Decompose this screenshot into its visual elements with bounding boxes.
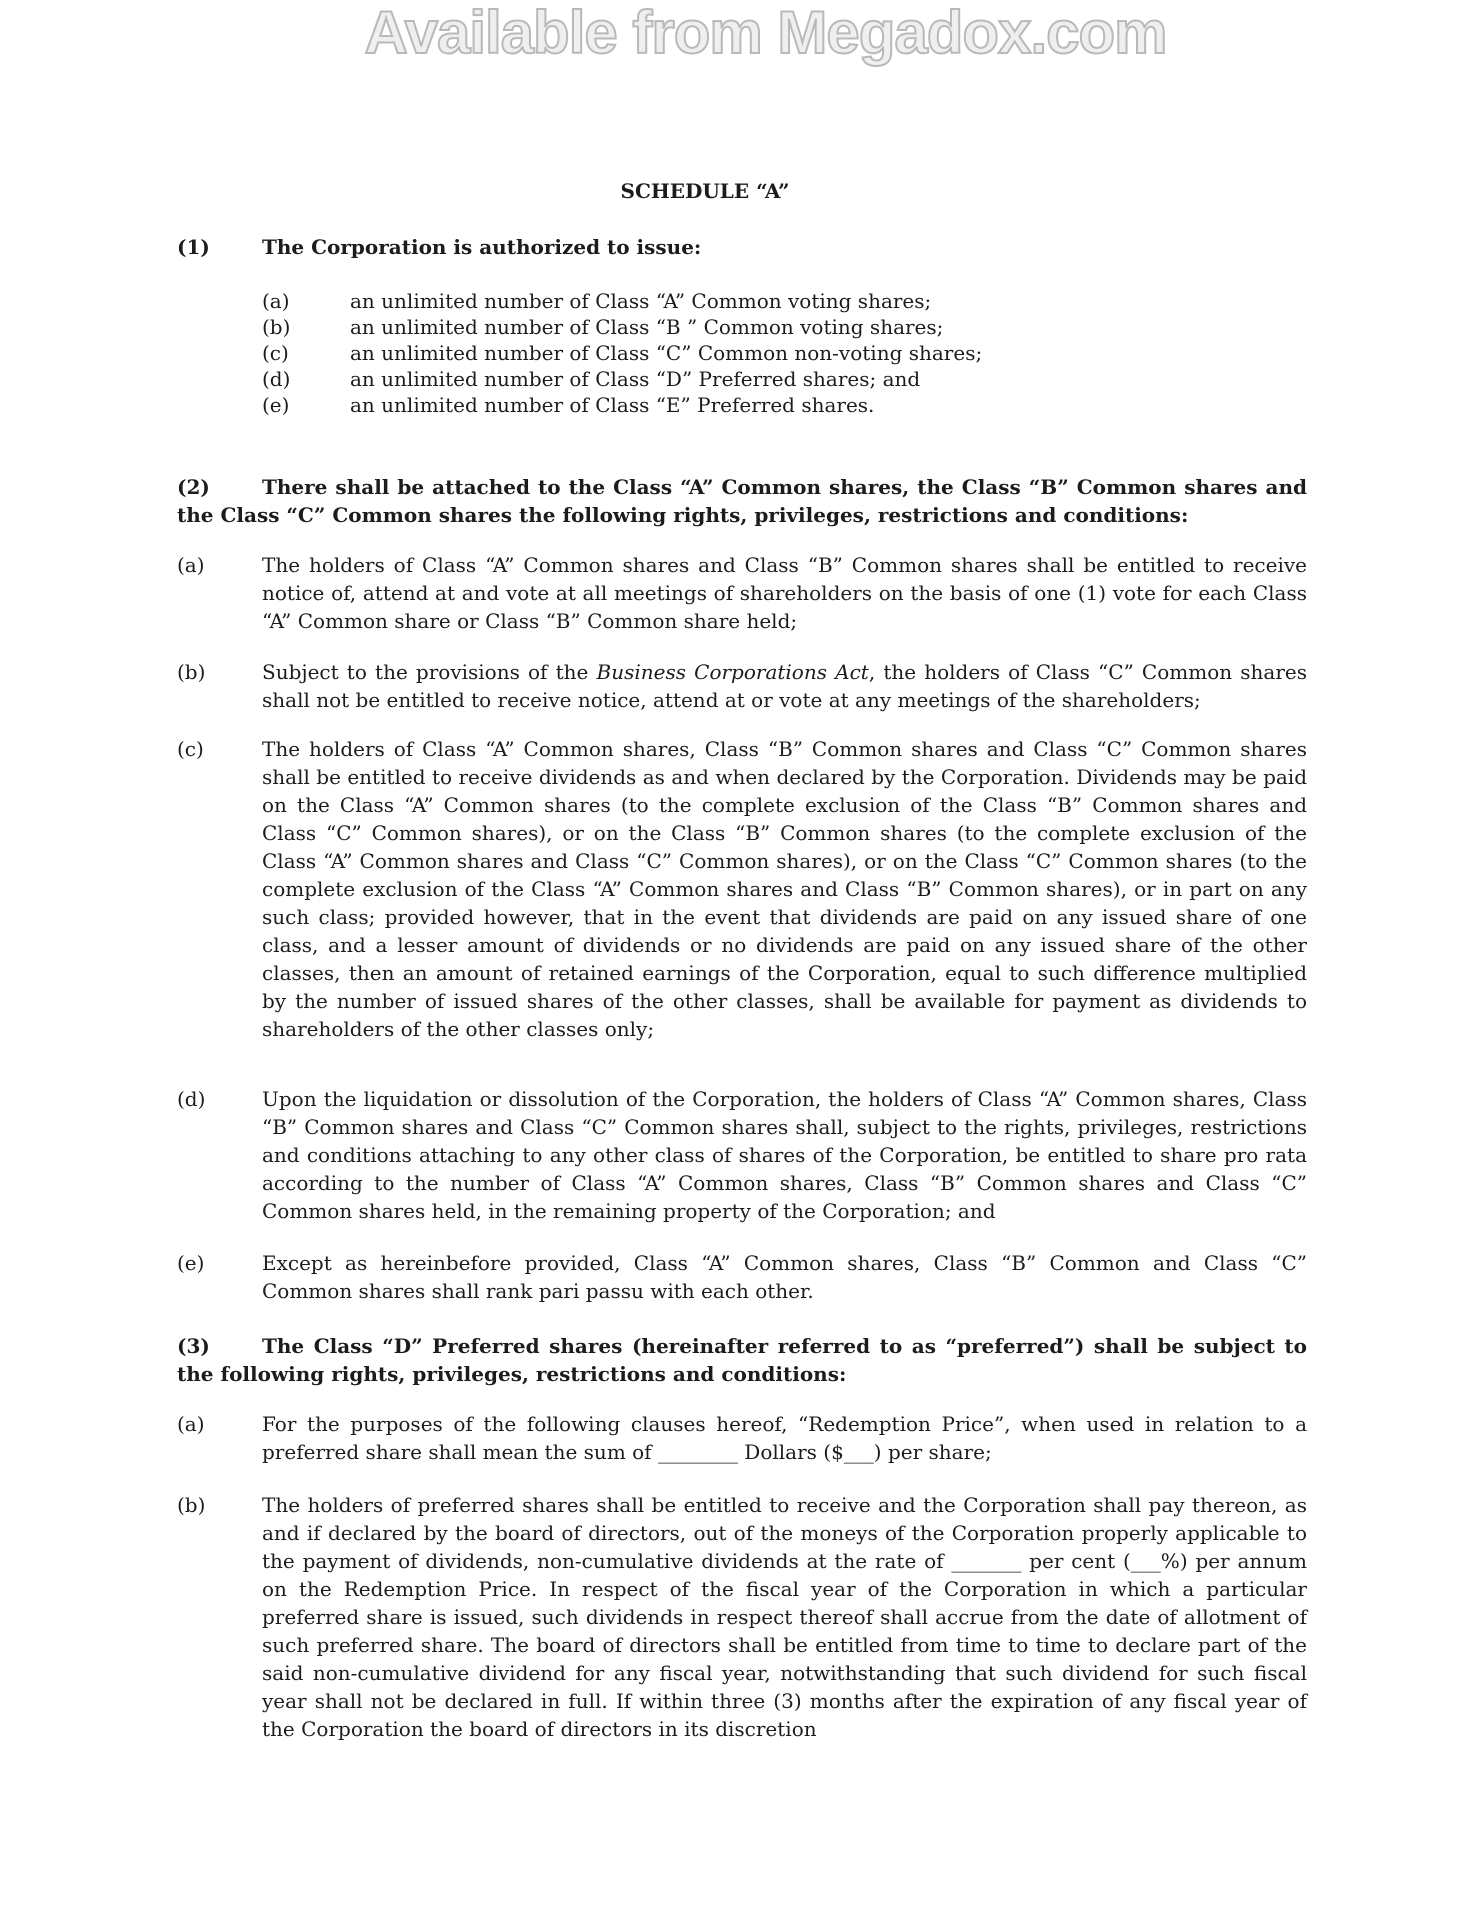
paragraph-label: (d) <box>177 1087 206 1111</box>
paragraph-2a <box>177 551 1307 635</box>
item-label: (c) <box>262 341 289 365</box>
paragraph-3a <box>177 1410 1307 1466</box>
paragraph-3b <box>177 1491 1307 1743</box>
list-item <box>262 288 1307 314</box>
paragraph-label: (e) <box>177 1251 205 1275</box>
paragraph-body: The holders of Class “A” Common shares, Class “B” Common shares and Class “C” Common shares shall be entitled to receive dividends as and when declared by the Corporation. Dividends may be paid on the Class “A” Common shares (to the complete exclusion of the Class “B” Common shares and Class “C” Common shares), or on the Class “B” Common shares (to the complete exclusion of the Class “A” Common shares and Class “C” Common shares), or on the Class “C” Common shares (to the complete exclusion of the Class “A” Common shares and Class “B” Common shares), or in part on any such class; provided however, that in the event that dividends are paid on any issued share of one class, and a lesser amount of dividends or no dividends are paid on any issued share of the other classes, then an amount of retained earnings of the Corporation, equal to such difference multiplied by the number of issued shares of the other classes, shall be available for payment as dividends to shareholders of the other classes only; <box>262 737 1307 1041</box>
share-class-list <box>262 288 1307 418</box>
item-text: an unlimited number of Class “D” Preferred shares; and <box>350 367 921 391</box>
list-item <box>262 314 1307 340</box>
item-label: (b) <box>262 315 291 339</box>
section-1-heading-text: The Corporation is authorized to issue: <box>262 235 702 259</box>
section-2-number: (2) <box>177 475 210 499</box>
item-text: an unlimited number of Class “B ” Common voting shares; <box>350 315 944 339</box>
megadox-watermark: Available from Megadox.com <box>364 0 1167 66</box>
paragraph-body: Upon the liquidation or dissolution of the Corporation, the holders of Class “A” Common shares, Class “B” Common shares and Class “C” Common shares shall, subject to the rights, privileges, restrictions and conditions attaching to any other class of shares of the Corporation, be entitled to share pro rata according to the number of Class “A” Common shares, Class “B” Common shares and Class “C” Common shares held, in the remaining property of the Corporation; and <box>262 1087 1307 1223</box>
paragraph-2b-pre: Subject to the provisions of the <box>262 660 597 684</box>
paragraph-body: For the purposes of the following clauses hereof, “Redemption Price”, when used in relation to a preferred share shall mean the sum of ________ Dollars ($___) per share; <box>262 1412 1307 1464</box>
document-page <box>177 0 1307 1743</box>
paragraph-2b <box>177 658 1307 714</box>
paragraph-body: The holders of Class “A” Common shares and Class “B” Common shares shall be entitled to receive notice of, attend at and vote at all meetings of shareholders on the basis of one (1) vote for each Class “A” Common share or Class “B” Common share held; <box>262 553 1307 633</box>
list-item <box>262 340 1307 366</box>
list-item <box>262 366 1307 392</box>
paragraph-label: (a) <box>177 553 205 577</box>
section-3-heading <box>177 1332 1307 1388</box>
item-label: (d) <box>262 367 291 391</box>
list-item <box>262 392 1307 418</box>
item-label: (e) <box>262 393 290 417</box>
section-3-number: (3) <box>177 1334 210 1358</box>
item-label: (a) <box>262 289 290 313</box>
paragraph-label: (c) <box>177 737 204 761</box>
paragraph-body: The holders of preferred shares shall be entitled to receive and the Corporation shall pay thereon, as and if declared by the board of directors, out of the moneys of the Corporation properly applicable to the payment of dividends, non-cumulative dividends at the rate of _______ per cent (___%) per annum on the Redemption Price. In respect of the fiscal year of the Corporation in which a particular preferred share is issued, such dividends in respect thereof shall accrue from the date of allotment of such preferred share. The board of directors shall be entitled from time to time to declare part of the said non-cumulative dividend for any fiscal year, notwithstanding that such dividend for such fiscal year shall not be declared in full. If within three (3) months after the expiration of any fiscal year of the Corporation the board of directors in its discretion <box>262 1493 1307 1741</box>
paragraph-2d <box>177 1085 1307 1225</box>
paragraph-2e <box>177 1249 1307 1305</box>
paragraph-body <box>262 658 1307 714</box>
paragraph-label: (b) <box>177 660 206 684</box>
section-3-heading-text: The Class “D” Preferred shares (hereinafter referred to as “preferred”) shall be subject to the following rights, privileges, restrictions and conditions: <box>177 1334 1307 1386</box>
section-2-heading-text: There shall be attached to the Class “A” Common shares, the Class “B” Common shares and the Class “C” Common shares the following rights, privileges, restrictions and conditions: <box>177 475 1307 527</box>
paragraph-label: (a) <box>177 1412 205 1436</box>
paragraph-2c <box>177 735 1307 1043</box>
statute-name-italic: Business Corporations Act <box>596 660 869 684</box>
paragraph-2b-post: , the holders of Class “C” Common shares shall not be entitled to receive notice, attend at or vote at any meetings of the shareholders; <box>262 660 1308 712</box>
item-text: an unlimited number of Class “E” Preferred shares. <box>350 393 875 417</box>
item-text: an unlimited number of Class “A” Common voting shares; <box>350 289 932 313</box>
section-1-heading <box>177 233 1307 261</box>
item-text: an unlimited number of Class “C” Common non-voting shares; <box>350 341 983 365</box>
page-title: SCHEDULE “A” <box>620 179 790 203</box>
paragraph-body: Except as hereinbefore provided, Class “A” Common shares, Class “B” Common and Class “C” Common shares shall rank pari passu with each other. <box>262 1251 1307 1303</box>
paragraph-label: (b) <box>177 1493 206 1517</box>
section-1-number: (1) <box>177 235 210 259</box>
section-2-heading <box>177 473 1307 529</box>
